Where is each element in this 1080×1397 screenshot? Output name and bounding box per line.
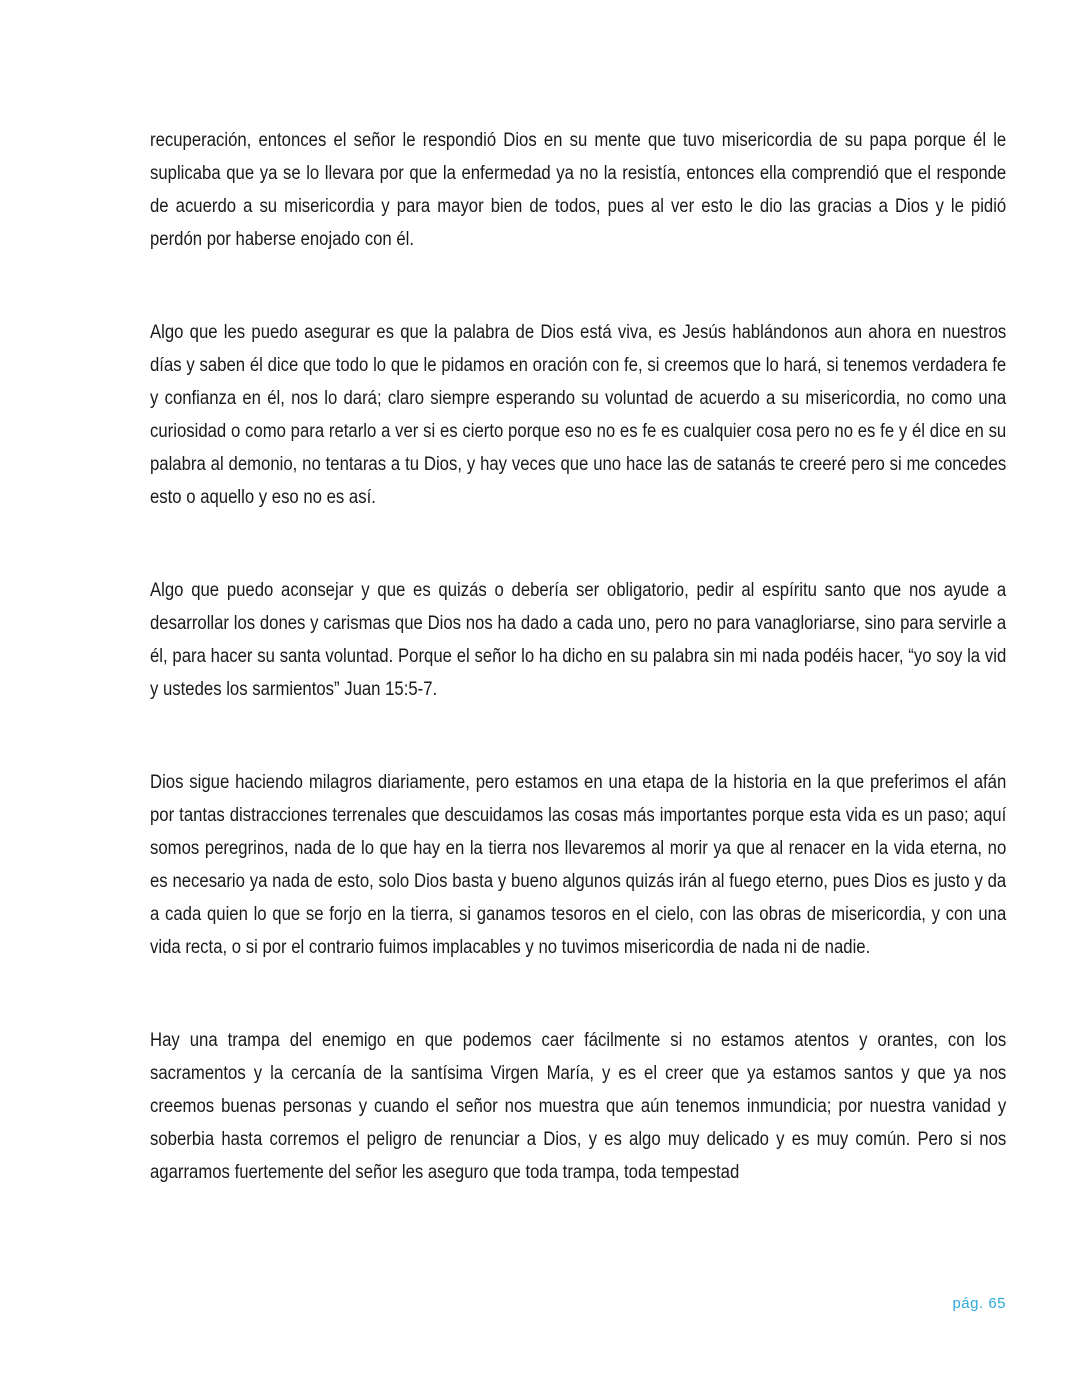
paragraph: recuperación, entonces el señor le respondió Dios en su mente que tuvo misericordia de su papa porque él le suplicaba que ya se lo llevara por que la enfermedad ya no la resistía, entonces ella comprendió que el responde de acuerdo a su misericordia y para mayor bien de todos, pues al ver esto le dio las gracias a Dios y le pidió perdón por haberse enojado con él.: [150, 130, 1007, 250]
paragraph: Dios sigue haciendo milagros diariamente, pero estamos en una etapa de la historia en la que preferimos el afán por tantas distracciones terrenales que descuidamos las cosas más importantes porque esta vida es un paso; aquí somos peregrinos, nada de lo que hay en la tierra nos llevaremos al morir ya que al renacer en la vida eterna, no es necesario ya nada de esto, solo Dios basta y bueno algunos quizás irán al fuego eterno, pues Dios es justo y da a cada quien lo que se forjo en la tierra, si ganamos tesoros en el cielo, con las obras de misericordia, y con una vida recta, o si por el contrario fuimos implacables y no tuvimos misericordia de nada ni de nadie.: [150, 772, 1007, 958]
paragraph: Algo que puedo aconsejar y que es quizás o debería ser obligatorio, pedir al espíritu santo que nos ayude a desarrollar los dones y carismas que Dios nos ha dado a cada uno, pero no para vanagloriarse, sino para servirle a él, para hacer su santa voluntad. Porque el señor lo ha dicho en su palabra sin mi nada podéis hacer, “yo soy la vid y ustedes los sarmientos” Juan 15:5-7.: [150, 580, 1007, 700]
paragraph: Hay una trampa del enemigo en que podemos caer fácilmente si no estamos atentos y orantes, con los sacramentos y la cercanía de la santísima Virgen María, y es el creer que ya estamos santos y que ya nos creemos buenas personas y cuando el señor nos muestra que aún tenemos inmundicia; por nuestra vanidad y soberbia hasta corremos el peligro de renunciar a Dios, y es algo muy delicado y es muy común. Pero si nos agarramos fuertemente del señor les aseguro que toda trampa, toda tempestad: [150, 1030, 1007, 1183]
page-number: pág. 65: [952, 1295, 1006, 1312]
page-body: [150, 124, 1006, 1189]
paragraph: Algo que les puedo asegurar es que la palabra de Dios está viva, es Jesús hablándonos aun ahora en nuestros días y saben él dice que todo lo que le pidamos en oración con fe, si creemos que lo hará, si tenemos verdadera fe y confianza en él, nos lo dará; claro siempre esperando su voluntad de acuerdo a su misericordia, no como una curiosidad o como para retarlo a ver si es cierto porque eso no es fe es cualquier cosa pero no es fe y él dice en su palabra al demonio, no tentaras a tu Dios, y hay veces que uno hace las de satanás te creeré pero si me concedes esto o aquello y eso no es así.: [150, 322, 1007, 508]
